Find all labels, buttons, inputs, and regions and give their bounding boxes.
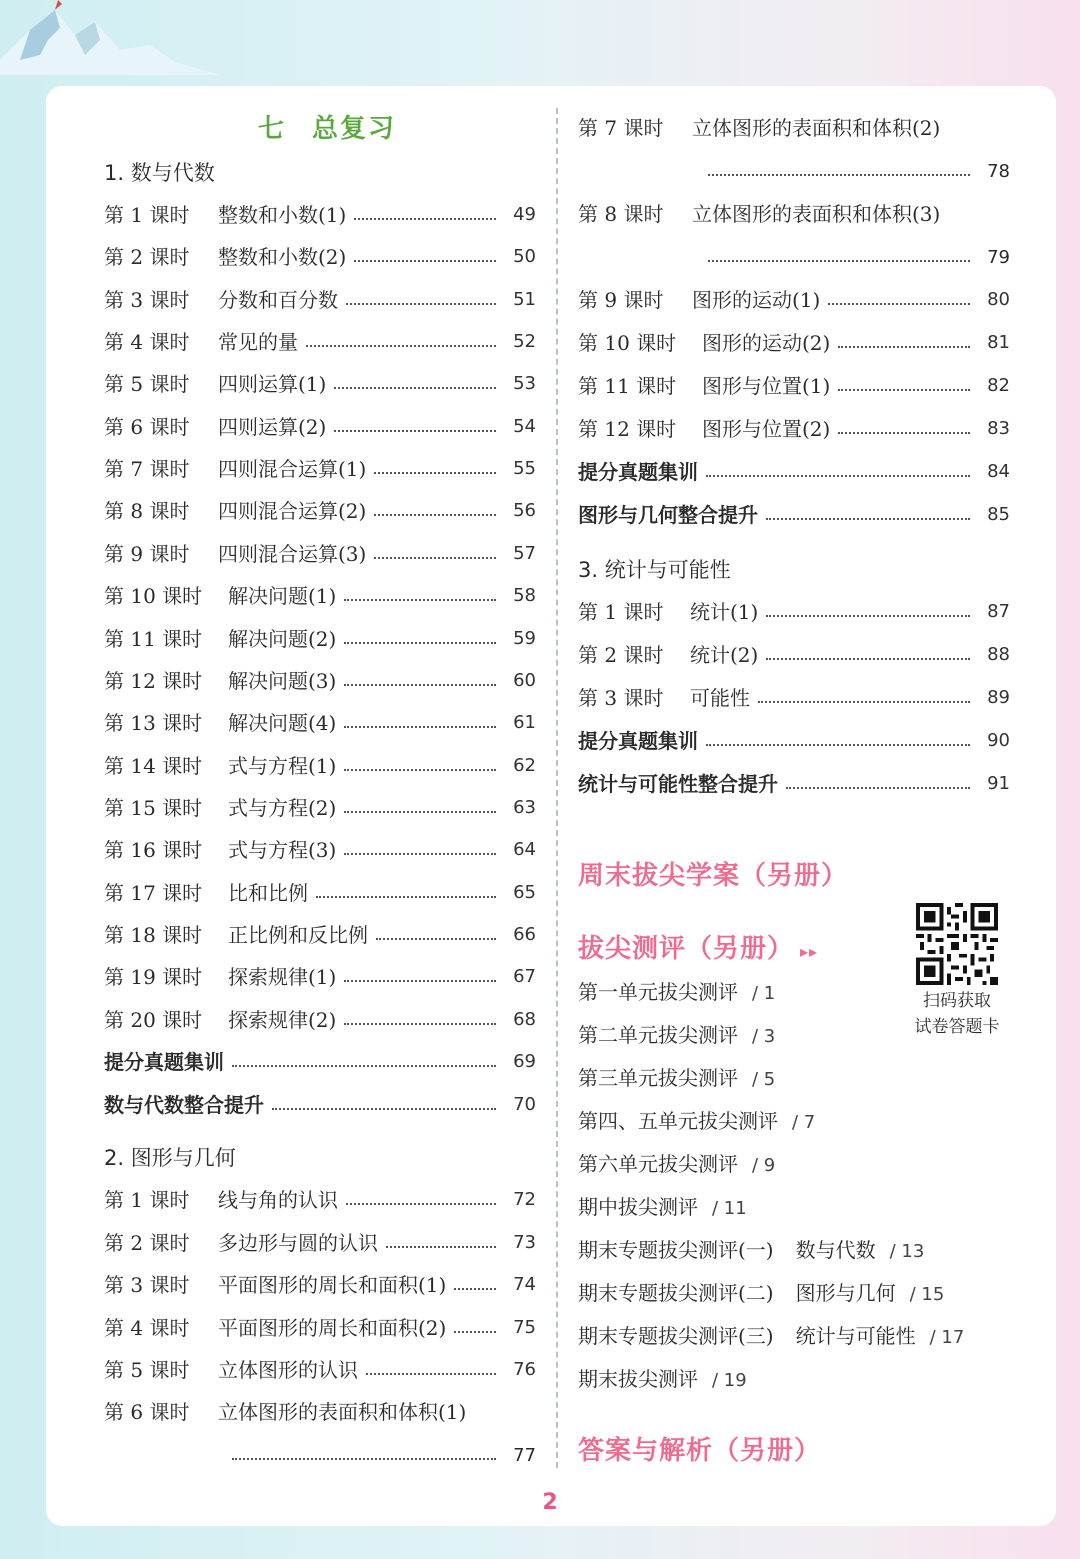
page-ref: 74 xyxy=(513,1274,536,1295)
test-page: / 11 xyxy=(712,1198,747,1219)
dot-leader xyxy=(344,599,496,601)
dot-leader xyxy=(766,518,970,520)
toc-row[interactable] xyxy=(578,640,1010,670)
topic-label: 立体图形的表面积和体积(2) xyxy=(692,116,941,140)
test-page: / 5 xyxy=(752,1069,776,1090)
arrow-right-icon: ▸▸ xyxy=(800,942,819,961)
test-name: 期末专题拔尖测评(三) xyxy=(578,1324,774,1348)
test-item[interactable] xyxy=(578,1063,775,1093)
toc-row[interactable] xyxy=(578,199,1010,229)
toc-row[interactable] xyxy=(578,769,1010,799)
toc-row[interactable] xyxy=(104,327,536,357)
lesson-label: 第 9 课时 xyxy=(578,288,664,312)
page-ref: 79 xyxy=(987,246,1010,268)
toc-row[interactable] xyxy=(104,1355,536,1385)
lesson-label: 第 10 课时 xyxy=(104,584,203,609)
test-page: / 7 xyxy=(792,1112,816,1133)
topic-label: 四则混合运算(3) xyxy=(218,541,367,566)
test-subject: 统计与可能性 xyxy=(795,1324,916,1348)
dot-leader xyxy=(346,1203,496,1205)
dot-leader xyxy=(316,896,496,898)
dot-leader xyxy=(838,346,970,348)
toc-row[interactable] xyxy=(104,200,536,230)
lesson-label: 第 15 课时 xyxy=(104,795,203,820)
page-ref: 55 xyxy=(513,458,536,480)
test-item[interactable] xyxy=(578,1235,924,1265)
dot-leader xyxy=(354,218,496,220)
lesson-label: 第 7 课时 xyxy=(104,457,190,482)
toc-row[interactable] xyxy=(104,751,536,781)
topic-label: 数与代数整合提升 xyxy=(104,1092,264,1117)
toc-row[interactable] xyxy=(104,242,536,272)
subsection-heading: 2. 图形与几何 xyxy=(104,1146,236,1170)
page-ref: 75 xyxy=(513,1316,536,1338)
toc-row[interactable] xyxy=(104,666,536,696)
toc-row[interactable] xyxy=(104,708,536,738)
topic-label: 提分真题集训 xyxy=(578,729,698,753)
dot-leader xyxy=(306,345,496,347)
page-ref: 88 xyxy=(987,644,1010,665)
page-ref: 80 xyxy=(987,289,1010,310)
lesson-label: 第 8 课时 xyxy=(104,499,190,524)
lesson-label: 第 6 课时 xyxy=(104,1400,190,1424)
page-ref: 63 xyxy=(513,796,536,818)
page-ref: 54 xyxy=(513,415,536,437)
toc-row[interactable] xyxy=(104,454,536,484)
dot-leader xyxy=(374,514,496,516)
topic-label: 多边形与圆的认识 xyxy=(218,1230,378,1255)
topic-label: 图形的运动(2) xyxy=(702,331,831,355)
test-page: / 9 xyxy=(752,1155,776,1176)
page-ref: 60 xyxy=(513,669,536,691)
lesson-label: 第 10 课时 xyxy=(578,331,677,355)
topic-label: 提分真题集训 xyxy=(104,1050,224,1074)
toc-row[interactable] xyxy=(104,412,536,442)
dot-leader xyxy=(454,1288,496,1290)
toc-row[interactable] xyxy=(104,369,536,399)
topic-label: 统计与可能性整合提升 xyxy=(578,772,778,796)
lesson-label: 第 18 课时 xyxy=(104,922,203,947)
toc-row[interactable] xyxy=(104,624,536,654)
toc-row[interactable] xyxy=(104,285,536,315)
test-name: 期末专题拔尖测评(二) xyxy=(578,1281,774,1305)
page-ref: 64 xyxy=(513,839,536,861)
page-ref: 57 xyxy=(513,542,536,564)
lesson-label: 第 9 课时 xyxy=(104,541,190,566)
lesson-label: 第 11 课时 xyxy=(104,626,203,651)
dot-leader xyxy=(766,658,970,660)
page-ref: 72 xyxy=(513,1189,536,1210)
test-item[interactable] xyxy=(578,1364,747,1394)
dot-leader xyxy=(344,980,496,982)
lesson-label: 第 16 课时 xyxy=(104,838,203,863)
page-ref: 70 xyxy=(513,1093,536,1115)
test-item[interactable] xyxy=(578,1278,944,1308)
dot-leader xyxy=(272,1108,496,1110)
lesson-label: 第 20 课时 xyxy=(104,1007,203,1032)
test-item[interactable] xyxy=(578,1020,775,1050)
toc-row[interactable] xyxy=(104,835,536,865)
toc-row[interactable] xyxy=(578,726,1010,756)
topic-label: 四则混合运算(1) xyxy=(218,457,367,482)
qr-caption: 扫码获取 试卷答题卡 xyxy=(914,991,1000,1037)
topic-label: 图形与位置(2) xyxy=(702,417,831,441)
toc-row[interactable] xyxy=(578,414,1010,444)
page-ref: 61 xyxy=(513,712,536,734)
dot-leader xyxy=(706,744,970,746)
topic-label: 解决问题(3) xyxy=(228,668,337,693)
topic-label: 解决问题(2) xyxy=(228,626,337,651)
subsection-heading: 1. 数与代数 xyxy=(104,161,215,185)
topic-label: 四则运算(1) xyxy=(218,372,327,397)
dot-leader xyxy=(354,260,496,262)
dot-leader xyxy=(334,430,496,432)
page-ref: 49 xyxy=(513,204,536,225)
test-subject: 图形与几何 xyxy=(795,1281,896,1305)
dot-leader xyxy=(828,303,970,305)
dot-leader xyxy=(376,938,496,940)
lesson-label: 第 4 课时 xyxy=(104,330,190,355)
lesson-label: 第 2 课时 xyxy=(104,1230,190,1255)
dot-leader xyxy=(838,389,970,391)
lesson-label: 第 2 课时 xyxy=(578,643,664,667)
dot-leader xyxy=(344,769,496,771)
topic-label: 线与角的认识 xyxy=(218,1188,338,1212)
topic-label: 比和比例 xyxy=(228,880,308,905)
page-ref: 78 xyxy=(987,160,1010,182)
toc-row-continuation xyxy=(708,156,1010,186)
page-ref: 53 xyxy=(513,373,536,395)
topic-label: 统计(2) xyxy=(690,643,759,667)
weekend-title-text: 周末拔尖学案（另册） xyxy=(578,861,849,891)
mountain-decoration xyxy=(0,0,220,90)
topic-label: 图形与几何整合提升 xyxy=(578,503,758,527)
toc-row[interactable] xyxy=(104,581,536,611)
topic-label: 统计(1) xyxy=(690,600,759,624)
dot-leader xyxy=(838,432,970,434)
lesson-label: 第 14 课时 xyxy=(104,753,203,778)
topic-label: 解决问题(1) xyxy=(228,584,337,609)
page-ref: 87 xyxy=(987,601,1010,622)
page-ref: 52 xyxy=(513,331,536,353)
topic-label: 式与方程(3) xyxy=(228,838,337,863)
topic-label: 探索规律(1) xyxy=(228,965,337,990)
test-item[interactable] xyxy=(578,1106,815,1136)
page-ref: 91 xyxy=(987,773,1010,794)
test-subject: 数与代数 xyxy=(795,1238,876,1262)
lesson-label: 第 12 课时 xyxy=(104,668,203,693)
topic-label: 立体图形的表面积和体积(3) xyxy=(692,202,941,226)
toc-row[interactable] xyxy=(104,1090,536,1120)
lesson-label: 第 12 课时 xyxy=(578,417,677,441)
dot-leader xyxy=(708,174,970,176)
topic-label: 可能性 xyxy=(690,686,750,710)
lesson-label: 第 1 课时 xyxy=(104,203,190,227)
dot-leader xyxy=(366,1373,496,1375)
toc-row[interactable] xyxy=(104,1270,536,1300)
page-ref: 59 xyxy=(513,627,536,649)
test-name: 第二单元拔尖测评 xyxy=(578,1023,738,1047)
dot-leader xyxy=(344,811,496,813)
test-page: / 15 xyxy=(909,1284,945,1305)
page-ref: 50 xyxy=(513,246,536,268)
topic-label: 式与方程(1) xyxy=(228,753,337,778)
test-page: / 19 xyxy=(712,1370,747,1391)
page-ref: 65 xyxy=(513,881,536,903)
lesson-label: 第 7 课时 xyxy=(578,116,664,140)
page-ref: 66 xyxy=(513,923,536,945)
dot-leader xyxy=(766,615,970,617)
dot-leader xyxy=(346,303,496,305)
lesson-label: 第 17 课时 xyxy=(104,880,203,905)
topic-label: 立体图形的认识 xyxy=(218,1358,358,1382)
dot-leader xyxy=(334,387,496,389)
toc-row[interactable] xyxy=(578,683,1010,713)
test-item[interactable] xyxy=(578,977,775,1007)
lesson-label: 第 3 课时 xyxy=(578,686,664,710)
lesson-label: 第 6 课时 xyxy=(104,414,190,439)
topic-label: 解决问题(4) xyxy=(228,711,337,736)
toc-row[interactable] xyxy=(104,878,536,908)
page-ref: 67 xyxy=(513,966,536,988)
test-page: / 1 xyxy=(752,983,776,1004)
test-page: / 13 xyxy=(889,1241,925,1262)
topic-label: 式与方程(2) xyxy=(228,795,337,820)
test-item[interactable] xyxy=(578,1192,747,1222)
dot-leader xyxy=(232,1065,496,1067)
weekend-title xyxy=(578,855,848,892)
page-ref: 83 xyxy=(987,418,1010,439)
test-name: 期中拔尖测评 xyxy=(578,1195,698,1219)
lesson-label: 第 13 课时 xyxy=(104,711,203,736)
toc-row[interactable] xyxy=(104,539,536,569)
toc-row[interactable] xyxy=(104,1047,536,1077)
lesson-label: 第 2 课时 xyxy=(104,245,190,270)
page-ref: 90 xyxy=(987,730,1010,751)
test-name: 第四、五单元拔尖测评 xyxy=(578,1109,778,1133)
toc-row[interactable] xyxy=(104,1005,536,1035)
topic-label: 整数和小数(1) xyxy=(218,203,347,227)
page-ref: 51 xyxy=(513,288,536,310)
dot-leader xyxy=(344,642,496,644)
tests-title xyxy=(578,928,818,965)
topic-label: 分数和百分数 xyxy=(218,287,338,312)
lesson-label: 第 3 课时 xyxy=(104,1273,190,1297)
topic-label: 图形的运动(1) xyxy=(692,288,821,312)
tests-title-text: 拔尖测评（另册） xyxy=(578,934,795,964)
dot-leader xyxy=(344,684,496,686)
page-ref: 62 xyxy=(513,754,536,776)
page-ref: 77 xyxy=(513,1444,536,1466)
toc-row[interactable] xyxy=(578,371,1010,401)
test-name: 第六单元拔尖测评 xyxy=(578,1152,738,1176)
dot-leader xyxy=(374,472,496,474)
topic-label: 四则混合运算(2) xyxy=(218,499,367,524)
dot-leader xyxy=(344,853,496,855)
dot-leader xyxy=(232,1458,496,1460)
lesson-label: 第 1 课时 xyxy=(578,600,664,624)
page-ref: 69 xyxy=(513,1051,536,1072)
dot-leader xyxy=(344,726,496,728)
page-ref: 56 xyxy=(513,500,536,522)
test-name: 期末拔尖测评 xyxy=(578,1367,698,1391)
test-name: 期末专题拔尖测评(一) xyxy=(578,1238,774,1262)
page-ref: 68 xyxy=(513,1008,536,1030)
section-title: 七 总复习 xyxy=(258,114,397,144)
toc-row-continuation xyxy=(708,242,1010,272)
page-ref: 82 xyxy=(987,375,1010,396)
subsection-heading: 3. 统计与可能性 xyxy=(578,558,731,582)
lesson-label: 第 19 课时 xyxy=(104,965,203,990)
toc-row[interactable] xyxy=(104,920,536,950)
test-name: 第一单元拔尖测评 xyxy=(578,980,738,1004)
topic-label: 平面图形的周长和面积(2) xyxy=(218,1315,447,1340)
toc-row[interactable] xyxy=(104,1185,536,1215)
lesson-label: 第 3 课时 xyxy=(104,287,190,312)
page-ref: 85 xyxy=(987,504,1010,525)
column-divider xyxy=(556,108,558,1468)
page-number: 2 xyxy=(542,1490,558,1515)
dot-leader xyxy=(454,1331,496,1333)
topic-label: 四则运算(2) xyxy=(218,414,327,439)
lesson-label: 第 11 课时 xyxy=(578,374,677,398)
test-item[interactable] xyxy=(578,1321,964,1351)
dot-leader xyxy=(786,787,970,789)
topic-label: 图形与位置(1) xyxy=(702,374,831,398)
topic-label: 提分真题集训 xyxy=(578,460,698,484)
toc-row[interactable] xyxy=(578,597,1010,627)
topic-label: 常见的量 xyxy=(218,330,298,355)
qr-code[interactable] xyxy=(916,903,998,985)
page-ref: 84 xyxy=(987,461,1010,482)
answers-title xyxy=(578,1430,821,1467)
topic-label: 整数和小数(2) xyxy=(218,245,347,270)
toc-row[interactable] xyxy=(578,457,1010,487)
page-ref: 73 xyxy=(513,1231,536,1253)
toc-row[interactable] xyxy=(104,962,536,992)
lesson-label: 第 4 课时 xyxy=(104,1315,190,1340)
topic-label: 立体图形的表面积和体积(1) xyxy=(218,1400,467,1424)
dot-leader xyxy=(374,557,496,559)
toc-row[interactable] xyxy=(578,285,1010,315)
page-ref: 81 xyxy=(987,332,1010,353)
lesson-label: 第 5 课时 xyxy=(104,372,190,397)
test-page: / 17 xyxy=(929,1327,965,1348)
test-page: / 3 xyxy=(752,1026,776,1047)
toc-row[interactable] xyxy=(104,1313,536,1343)
topic-label: 正比例和反比例 xyxy=(228,922,368,947)
page-ref: 89 xyxy=(987,687,1010,708)
toc-row[interactable] xyxy=(578,500,1010,530)
topic-label: 平面图形的周长和面积(1) xyxy=(218,1273,447,1297)
lesson-label: 第 8 课时 xyxy=(578,202,664,226)
toc-row[interactable] xyxy=(578,328,1010,358)
dot-leader xyxy=(386,1246,496,1248)
page-ref: 58 xyxy=(513,585,536,607)
test-item[interactable] xyxy=(578,1149,775,1179)
dot-leader xyxy=(708,260,970,262)
toc-row[interactable] xyxy=(104,1228,536,1258)
lesson-label: 第 1 课时 xyxy=(104,1188,190,1212)
toc-row-continuation xyxy=(232,1440,536,1470)
test-name: 第三单元拔尖测评 xyxy=(578,1066,738,1090)
toc-row[interactable] xyxy=(104,496,536,526)
toc-row[interactable] xyxy=(104,793,536,823)
answers-title-text: 答案与解析（另册） xyxy=(578,1436,822,1466)
lesson-label: 第 5 课时 xyxy=(104,1358,190,1382)
dot-leader xyxy=(706,475,970,477)
toc-row[interactable] xyxy=(578,113,1010,143)
topic-label: 探索规律(2) xyxy=(228,1007,337,1032)
dot-leader xyxy=(344,1023,496,1025)
toc-row[interactable] xyxy=(104,1397,536,1427)
page-ref: 76 xyxy=(513,1359,536,1380)
dot-leader xyxy=(758,701,970,703)
